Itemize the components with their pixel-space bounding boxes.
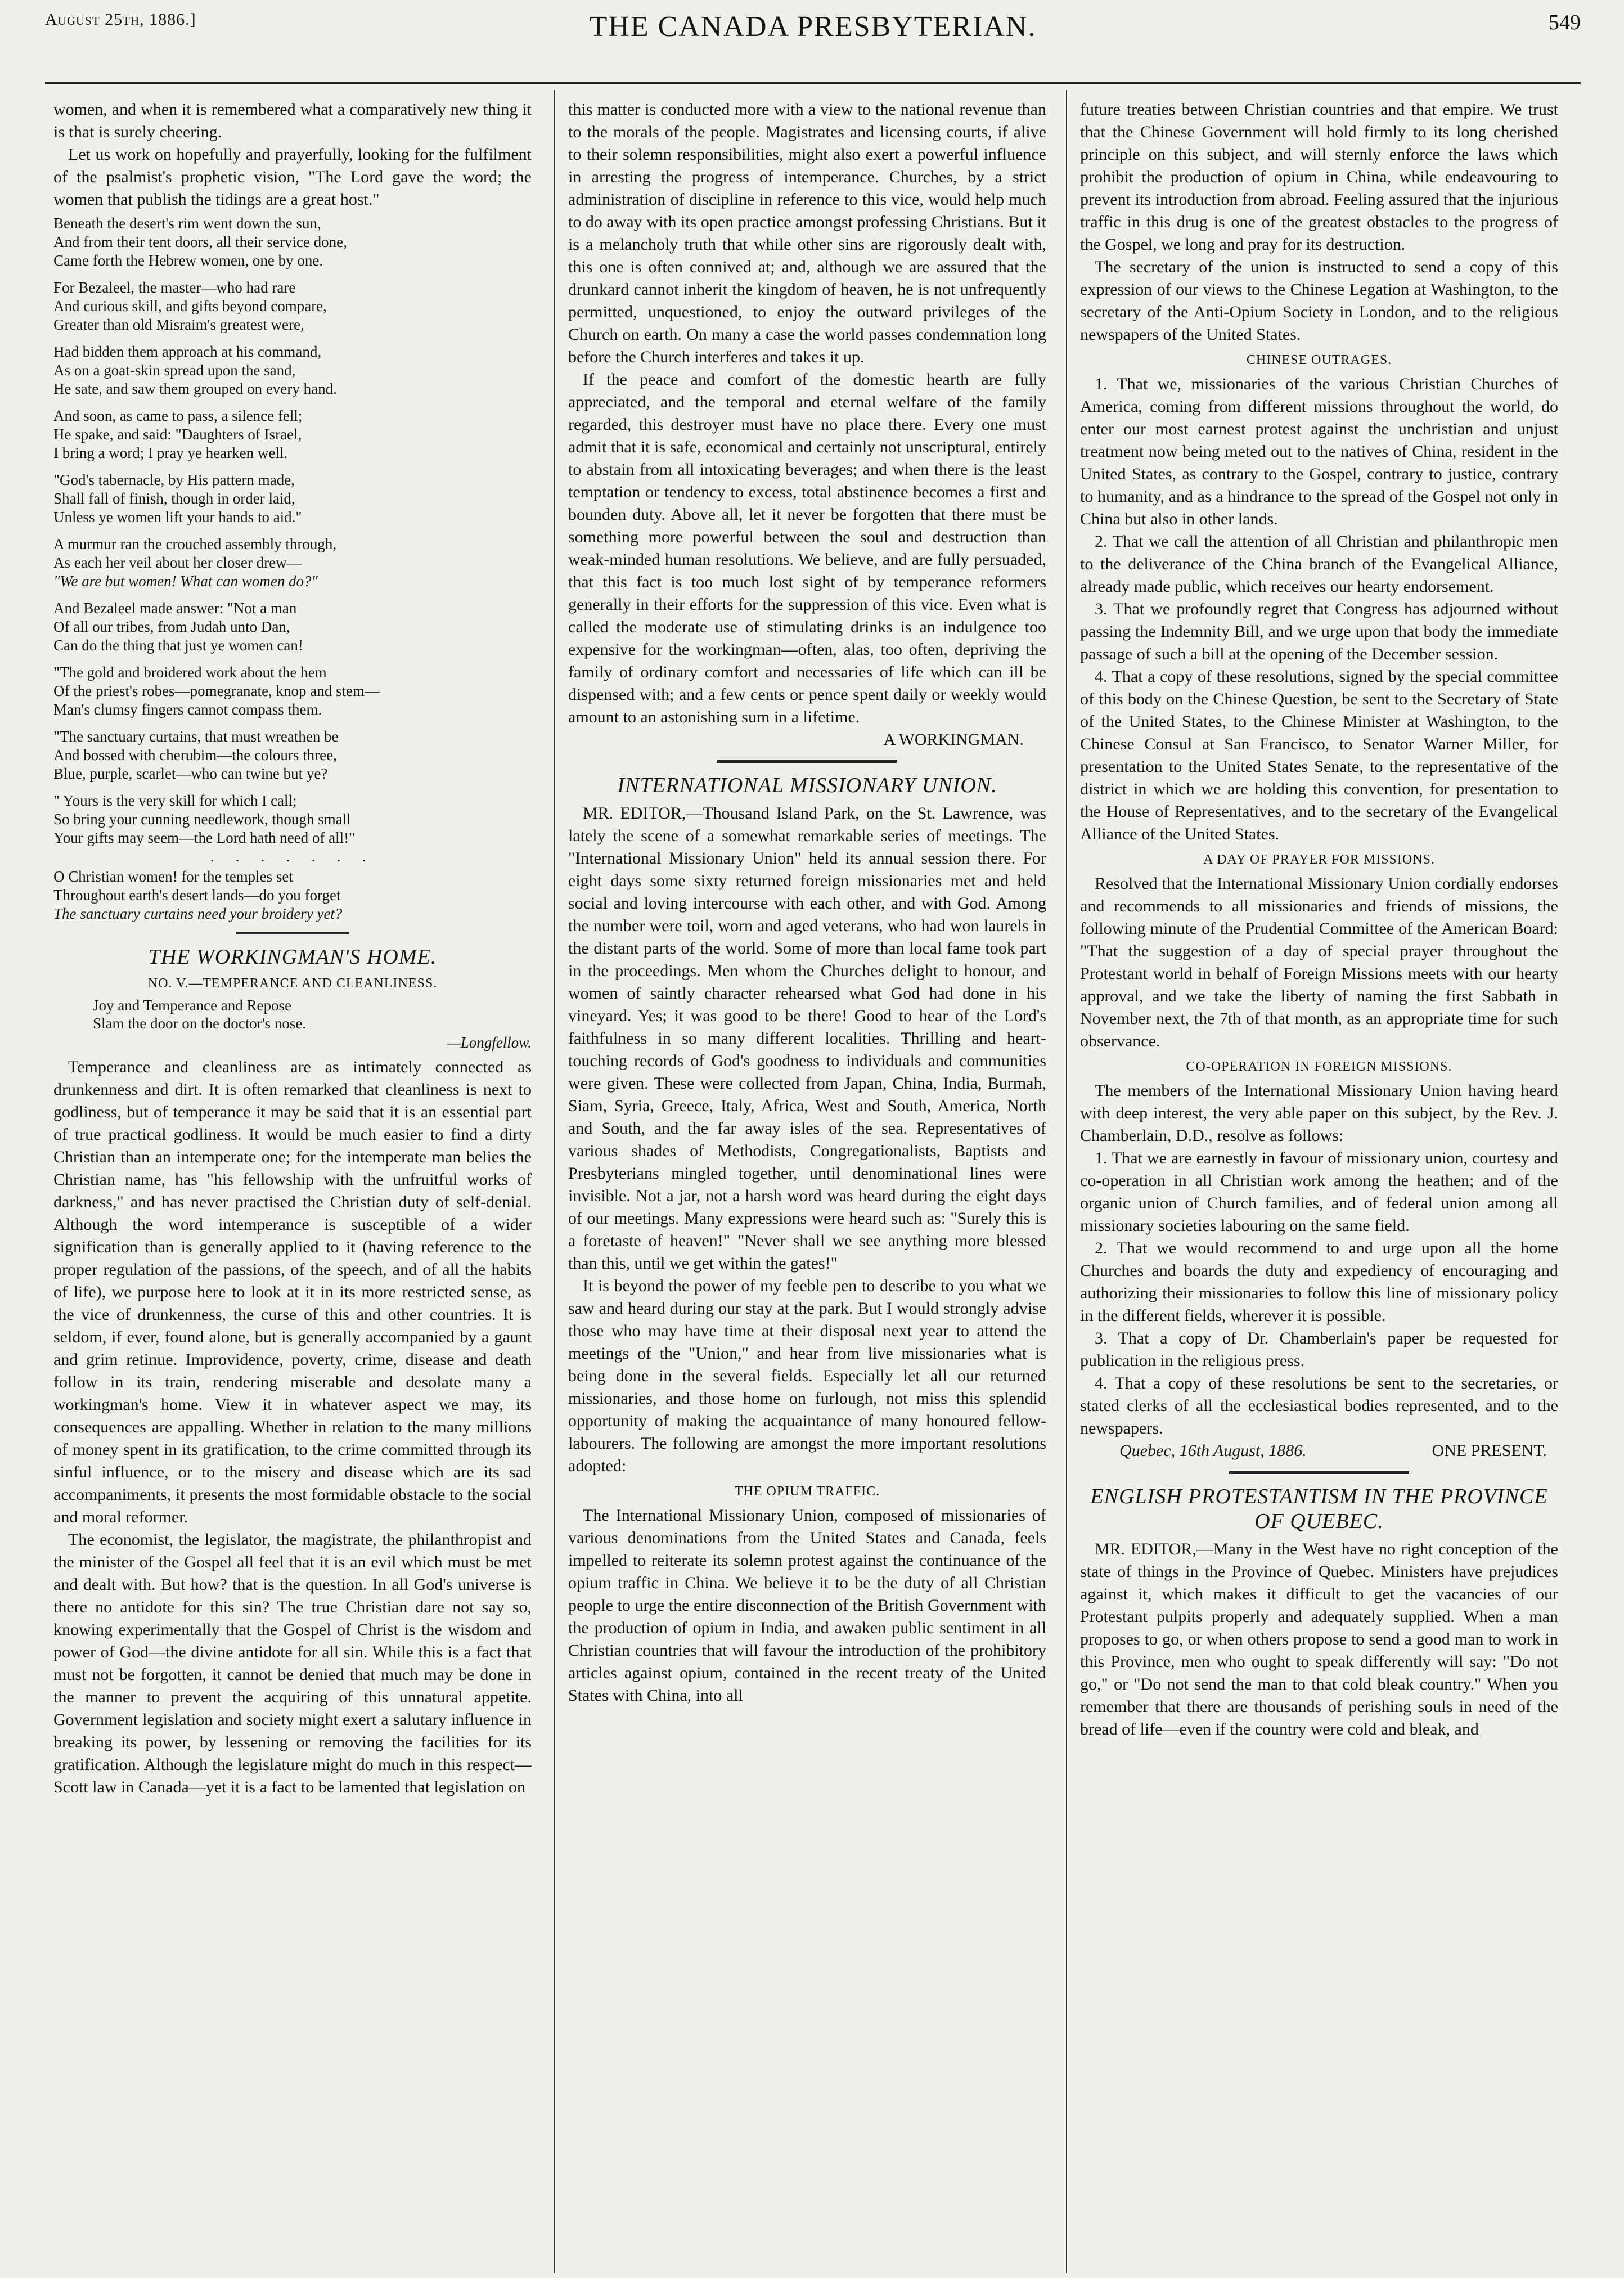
poem-line: Throughout earth's desert lands—do you forget: [53, 887, 341, 904]
poem-line: The sanctuary curtains need your broidery yet?: [53, 905, 343, 922]
poem-line: Of all our tribes, from Judah unto Dan,: [53, 618, 290, 635]
poem-final-stanza: [53, 868, 532, 923]
poem-line: Shall fall of finish, though in order laid,: [53, 490, 295, 507]
poem-stanza: [53, 535, 532, 591]
paragraph: The economist, the legislator, the magistrate, the philanthropist and the minister of the Gospel all feel that it is an evil which must be met and dealt with. But how? that is the question. In all God's universe is there no antidote for this sin? The true Christian dare not say so, knowing experimentally that the Gospel of Christ is the wisdom and power of God—the divine antidote for all sin. While this is a fact that must not be forgotten, it cannot be denied that much may be done in the manner to prevent the acquiring of this unnatural appetite. Government legislation and society might exert a salutary influence in breaking its power, by lessening or removing the facilities for its gratification. Although the legislature might do much in this respect—Scott law in Canada—yet it is a fact to be lamented that legislation on: [53, 1530, 532, 1796]
poem-line: Can do the thing that just ye women can!: [53, 637, 303, 654]
poem-line: Of the priest's robes—pomegranate, knop and stem—: [53, 682, 380, 699]
poem-line: A murmur ran the crouched assembly through,: [53, 536, 337, 552]
epigraph: [93, 996, 532, 1052]
section-rule: [1229, 1471, 1409, 1474]
poem-stanza: [53, 663, 532, 719]
poem-line: So bring your cunning needlework, though small: [53, 811, 351, 828]
poem-line: As each her veil about her closer drew—: [53, 554, 302, 571]
section-rule: [717, 760, 897, 763]
poem-line: Beneath the desert's rim went down the sun,: [53, 215, 321, 232]
article-title: ENGLISH PROTESTANTISM IN THE PROVINCE OF QUEBEC.: [1090, 1485, 1548, 1533]
paragraph: 1. That we are earnestly in favour of missionary union, courtesy and co-operation in all Christian work among the heathen; and of the organic union of Church families, and of federal union among all missionary societies labouring on the same field.: [1080, 1149, 1558, 1235]
author-signature: ONE PRESENT.: [1432, 1441, 1547, 1460]
poem-line: Man's clumsy fingers cannot compass them.: [53, 701, 322, 718]
poem-stanza: [53, 343, 532, 398]
epigraph-source: —Longfellow.: [447, 1034, 532, 1051]
paragraph: The International Missionary Union, composed of missionaries of various denominations from the United States and Canada, feels impelled to reiterate its solemn protest against the continuance of the opium traffic in China. We believe it to be the duty of all Christian people to urge the entire disconnection of the British Government with the production of opium in India, and awaken public sentiment in all Christian countries that will favour the introduction of the prohibitory articles against opium, contained in the recent treaty of the United States with China, into all: [568, 1506, 1046, 1705]
poem-line: "The sanctuary curtains, that must wreathen be: [53, 728, 339, 745]
poem-line: Blue, purple, scarlet—who can twine but ye?: [53, 765, 328, 782]
poem-line: Unless ye women lift your hands to aid.": [53, 509, 302, 525]
paragraph: 1. That we, missionaries of the various Christian Churches of America, coming from different missions throughout the world, do enter our most earnest protest against the unchristian and unjust treatment now being meted out to the natives of China, resident in the United States, as contrary to the Gospel, contrary to justice, contrary to humanity, and as a hindrance to the spread of the Gospel not only in China but also in other lands.: [1080, 375, 1558, 528]
poem-line: As on a goat-skin spread upon the sand,: [53, 362, 296, 379]
poem-stanza: [53, 727, 532, 783]
page-number: 549: [1549, 11, 1581, 34]
poem-line: Came forth the Hebrew women, one by one.: [53, 252, 323, 269]
poem-stanza: [53, 792, 532, 847]
paragraph: Resolved that the International Missionary Union cordially endorses and recommends to all missionaries and friends of missions, the following minute of the Prudential Committee of the American Board: "That the suggestion of a day of special prayer throughout the Protestant world in behalf of Foreign Missions meets with our hearty approval, and we take the liberty of naming the first Sabbath in November next, the 7th of that month, as an appropriate time for such observance.: [1080, 874, 1558, 1050]
masthead-title: THE CANADA PRESBYTERIAN.: [589, 11, 1037, 43]
poem-line: Greater than old Misraim's greatest were,: [53, 316, 304, 333]
poem-line: O Christian women! for the temples set: [53, 868, 293, 885]
signature-line: [1080, 1440, 1558, 1462]
column-1: [53, 98, 532, 2270]
poem-line: "The gold and broidered work about the hem: [53, 664, 327, 681]
paragraph: 4. That a copy of these resolutions be sent to the secretaries, or stated clerks of all the ecclesiastical bodies represented, and to the newspapers.: [1080, 1374, 1558, 1437]
paragraph: Let us work on hopefully and prayerfully, looking for the fulfilment of the psalmist's prophetic vision, "The Lord gave the word; the women that publish the tidings are a great host.": [53, 145, 532, 209]
poem-line: He spake, and said: "Daughters of Israel,: [53, 426, 302, 443]
paragraph: 2. That we would recommend to and urge upon all the home Churches and boards the duty and expediency of encouraging and authorizing their missionaries to follow this line of missionary policy in the different fields, wherever it is possible.: [1080, 1239, 1558, 1325]
paragraph: 2. That we call the attention of all Christian and philanthropic men to the deliverance of the China branch of the Evangelical Alliance, already made public, which receives our hearty endorsement.: [1080, 532, 1558, 596]
column-divider: [554, 90, 555, 2273]
poem-line: Your gifts may seem—the Lord hath need of all!": [53, 829, 356, 846]
poem-line: And curious skill, and gifts beyond compare,: [53, 298, 327, 314]
issue-date: August 25th, 1886.]: [45, 10, 196, 29]
page-header: [45, 10, 1581, 80]
column-2: [568, 98, 1046, 2270]
poem: [53, 214, 532, 923]
paragraph: MR. EDITOR,—Many in the West have no right conception of the state of things in the Province of Quebec. Ministers have prejudices against it, which makes it difficult to get the vacancies of our Protestant pulpits properly and adequately supplied. When a man proposes to go, or when others propose to send a good man to work in this Province, men who ought to speak differently will say: "Do not go," or "Do not send the man to that cold bleak country." When you remember that there are thousands of perishing souls in need of the bread of life—even if the country were cold and bleak, and: [1080, 1540, 1558, 1738]
poem-line: He sate, and saw them grouped on every hand.: [53, 380, 337, 397]
paragraph: 3. That a copy of Dr. Chamberlain's paper be requested for publication in the religious press.: [1080, 1329, 1558, 1370]
poem-line: And bossed with cherubim—the colours three,: [53, 747, 337, 763]
poem-stanza: [53, 214, 532, 270]
paragraph: Temperance and cleanliness are as intimately connected as drunkenness and dirt. It is often remarked that cleanliness is next to godliness, but of temperance it may be said that it is an essential part of true practical godliness. It would be much easier to find a dirty Christian than an intemperate one; for the intemperate man belies the Christian name, has "his fellowship with the unfruitful works of darkness," and has never practised the Christian duty of self-denial. Although the word intemperance is susceptible of a wider signification than is generally applied to it (having reference to the proper regulation of the passions, of the speech, and of all the habits of life), we purpose here to look at it in its more restricted sense, as the vice of drunkenness, the curse of this and other countries. It is seldom, if ever, found alone, but is generally accompanied by a gaunt and grim retinue. Improvidence, poverty, crime, disease and death follow in its train, rendering miserable and desolate many a workingman's home. View it in whatever aspect we may, its consequences are appalling. Whether in relation to the many millions of money spent in its gratification, to the crime committed through its sinful influence, or to the misery and disease which are its sad accompaniments, it presents the most formidable obstacle to the social and moral reformer.: [53, 1058, 532, 1526]
paragraph: It is beyond the power of my feeble pen to describe to you what we saw and heard during our stay at the park. But I would strongly advise those who may have time at their disposal next year to attend the meetings of the "Union," and hear from live missionaries what is being done in the several fields. Especially let all our returned missionaries, and those home on furlough, not miss this splendid opportunity of making the acquaintance of many honoured fellow-labourers. The following are amongst the more important resolutions adopted:: [568, 1277, 1046, 1475]
poem-line: Had bidden them approach at his command,: [53, 343, 322, 360]
paragraph: If the peace and comfort of the domestic hearth are fully appreciated, and the temporal and eternal welfare of the family regarded, this destroyer must have no place there. Every one must admit that it is safe, economical and certainly not unscriptural, entirely to abstain from all intoxicating beverages; and when there is the least temptation or tendency to excess, total abstinence becomes a first and bounden duty. Above all, let it never be forgotten that there must be something more powerful between the soul and destruction than weak-minded human resolutions. We believe, and are fully persuaded, that this fact is too much lost sight of by temperance reformers generally in their efforts for the suppression of this vice. Even what is called the moderate use of stimulating drinks is an indulgence too expensive for the workingman—often, alas, too often, depriving the family of ordinary comfort and necessaries of life which can ill be dispensed with; and a few cents or pence spent daily or weekly would amount to an astonishing sum in a lifetime.: [568, 370, 1046, 726]
poem-line: " Yours is the very skill for which I call;: [53, 792, 297, 809]
section-subheading: A DAY OF PRAYER FOR MISSIONS.: [1203, 852, 1435, 867]
section-subheading: THE OPIUM TRAFFIC.: [734, 1484, 880, 1499]
article-title: INTERNATIONAL MISSIONARY UNION.: [617, 774, 997, 797]
signature-place-date: Quebec, 16th August, 1886.: [1119, 1441, 1307, 1460]
paragraph: The secretary of the union is instructed to send a copy of this expression of our views to the Chinese Legation at Washington, to the secretary of the Anti-Opium Society in London, and to the religious newspapers of the United States.: [1080, 258, 1558, 344]
poem-stanza: [53, 471, 532, 527]
poem-line: "We are but women! What can women do?": [53, 573, 318, 590]
epigraph-line: Joy and Temperance and Repose: [93, 997, 291, 1014]
article-subtitle: NO. V.—TEMPERANCE AND CLEANLINESS.: [147, 976, 438, 991]
section-subheading: CO-OPERATION IN FOREIGN MISSIONS.: [1186, 1059, 1452, 1074]
poem-line: "God's tabernacle, by His pattern made,: [53, 471, 295, 488]
poem-stanza: [53, 599, 532, 655]
paragraph: 4. That a copy of these resolutions, signed by the special committee of this body on the Chinese Question, be sent to the Secretary of State of the United States, to the Chinese Minister at Washington, to the Chinese Consul at San Francisco, to Senator Warner Miller, for presentation to the United States Senate, to the representative of the district in which we are holding this convention, for presentation to the House of Representatives, and to the secretary of the Evangelical Alliance of the United States.: [1080, 667, 1558, 843]
column-divider: [1066, 90, 1067, 2273]
header-rule: [45, 82, 1581, 84]
paragraph: this matter is conducted more with a view to the national revenue than to the morals of the people. Magistrates and licensing courts, if alive to their solemn responsibilities, might also exert a powerful influence in arresting the progress of intemperance. Churches, by a strict administration of discipline in reference to this vice, would help much to do away with its open practice amongst professing Christians. But it is a melancholy truth that while other sins are rigorously dealt with, this one is often connived at; and, although we are assured that the drunkard cannot inherit the kingdom of heaven, he is not unfrequently permitted, unquestioned, to enjoy the outward privileges of the Church on earth. On many a case the world passes condemnation long before the Church interferes and takes it up.: [568, 100, 1046, 366]
author-signature: A WORKINGMAN.: [883, 730, 1024, 749]
poem-stanza: [53, 278, 532, 334]
poem-line: I bring a word; I pray ye hearken well.: [53, 444, 288, 461]
epigraph-line: Slam the door on the doctor's nose.: [93, 1015, 307, 1032]
poem-line: For Bezaleel, the master—who had rare: [53, 279, 296, 296]
section-subheading: CHINESE OUTRAGES.: [1246, 353, 1392, 367]
article-title: THE WORKINGMAN'S HOME.: [148, 945, 437, 969]
poem-line: And from their tent doors, all their service done,: [53, 233, 347, 250]
paragraph: The members of the International Missionary Union having heard with deep interest, the very able paper on this subject, by the Rev. J. Chamberlain, D.D., resolve as follows:: [1080, 1081, 1558, 1145]
paragraph: MR. EDITOR,—Thousand Island Park, on the St. Lawrence, was lately the scene of a somewhat remarkable series of meetings. The "International Missionary Union" held its annual session there. For eight days some sixty returned foreign missionaries met and held social and loving intercourse with each other, and with God. Among the number were toil, worn and aged veterans, who had won laurels in the distant parts of the world. Some of more than local fame took part in the proceedings. Men whom the Churches delight to honour, and women of saintly character rehearsed what God had done in his vineyard. Yes; it was good to be there! Good to hear of the Lord's faithfulness in so many different localities. Thrilling and heart-touching records of God's goodness to individuals and communities were given. These were collected from Japan, China, India, Burmah, Siam, Syria, Greece, Italy, Africa, West and South, America, North and South, and the far away isles of the sea. Representatives of various shades of Methodists, Congregationalists, Baptists and Presbyterians mingled together, until denominational lines were invisible. Not a jar, not a harsh word was heard during the eight days of our meetings. Many expressions were heard such as: "Surely this is a foretaste of heaven!" "Never shall we see anything more blessed than this, until we get within the gates!": [568, 804, 1046, 1273]
poem-line: And soon, as came to pass, a silence fell;: [53, 407, 303, 424]
poem-stanza: [53, 407, 532, 462]
section-rule: [236, 932, 349, 934]
ellipsis-separator: . . . . . . .: [210, 848, 375, 865]
poem-line: And Bezaleel made answer: "Not a man: [53, 600, 297, 617]
paragraph: future treaties between Christian countries and that empire. We trust that the Chinese Government will hold firmly to its long cherished principle on this subject, and will sternly enforce the laws which prohibit the production of opium in China, while endeavouring to prevent its introduction from abroad. Feeling assured that the injurious traffic in this drug is one of the greatest obstacles to the progress of the Gospel, we long and pray for its destruction.: [1080, 100, 1558, 254]
paragraph: women, and when it is remembered what a comparatively new thing it is that is surely cheering.: [53, 100, 532, 141]
column-3: [1080, 98, 1558, 2270]
paragraph: 3. That we profoundly regret that Congress has adjourned without passing the Indemnity Bill, and we urge upon that body the immediate passage of such a bill at the opening of the December session.: [1080, 600, 1558, 663]
